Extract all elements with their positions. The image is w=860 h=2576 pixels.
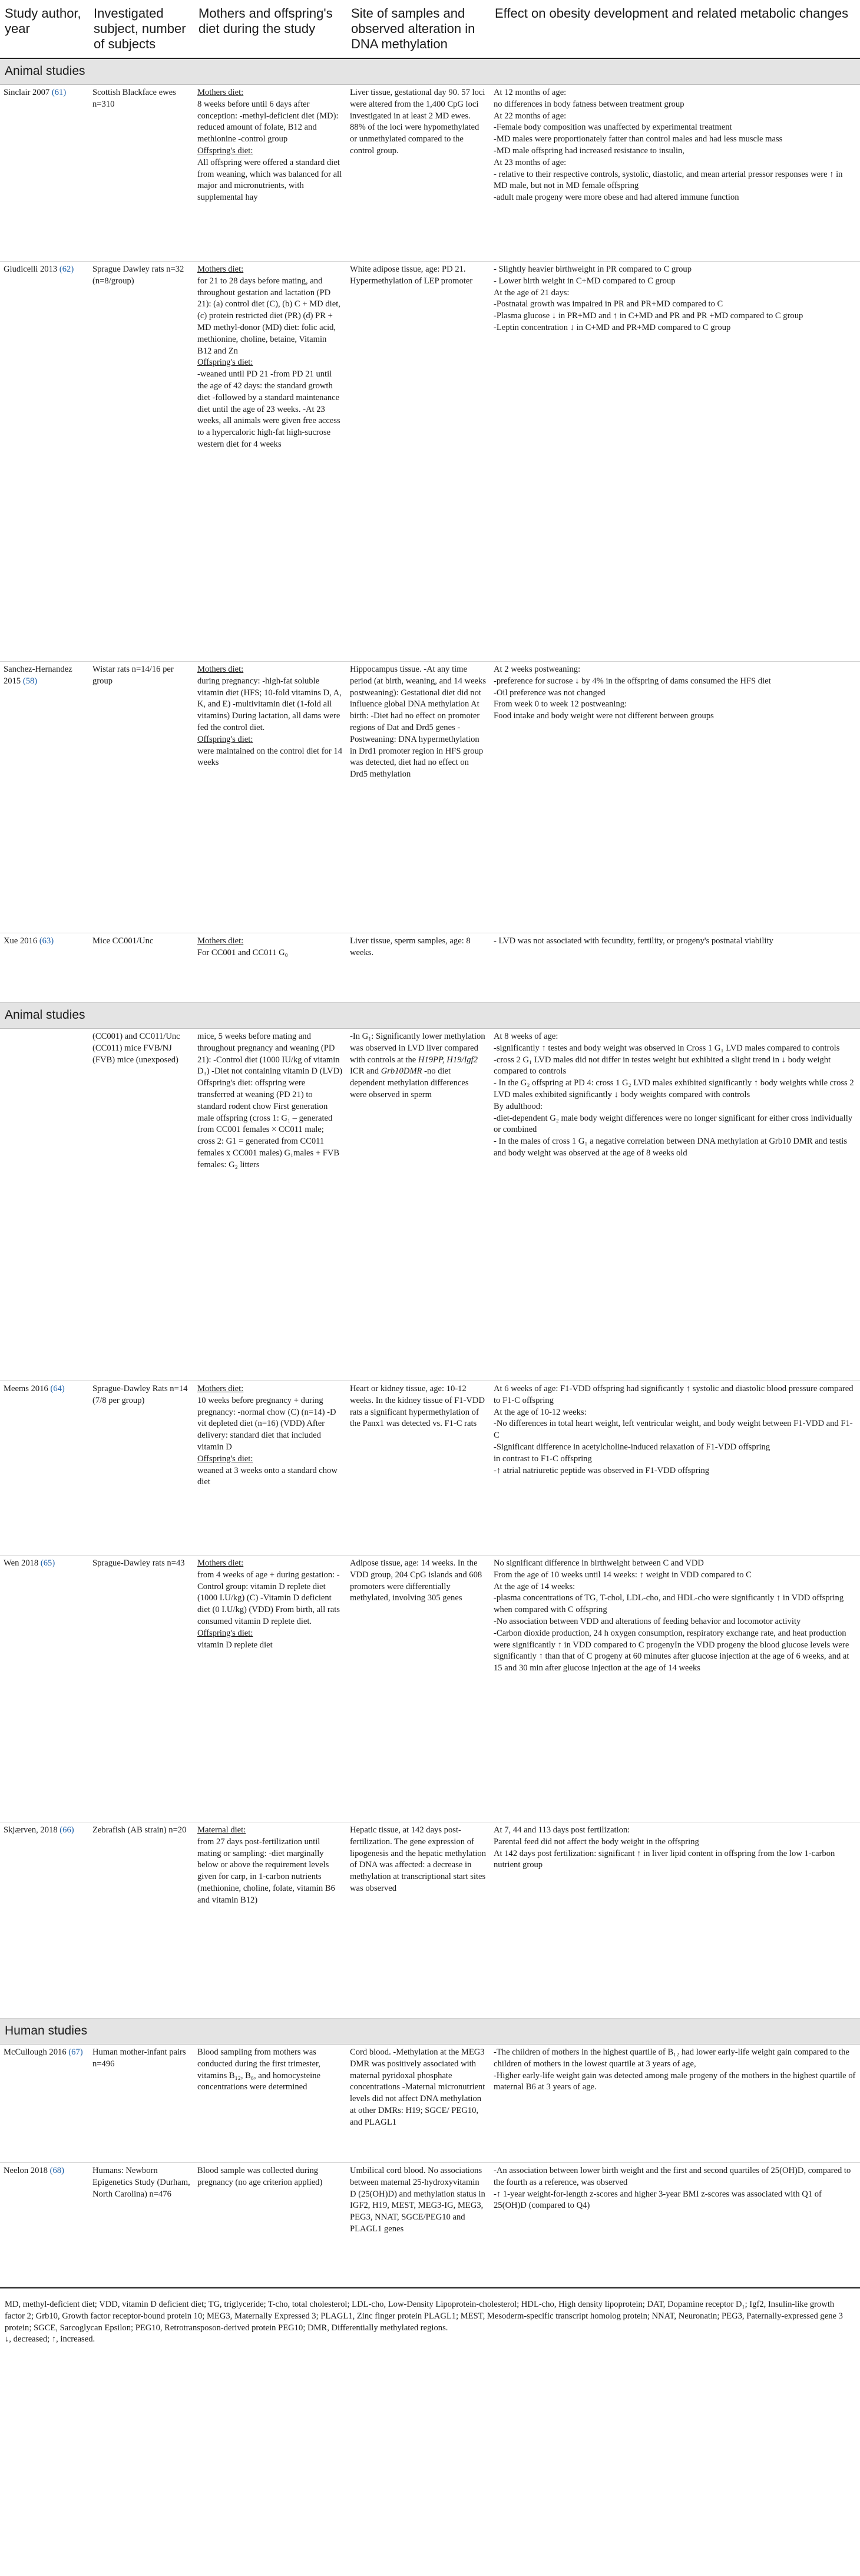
study-author: Giudicelli 2013 (62) [0, 262, 89, 662]
study-author: McCullough 2016 (67) [0, 2045, 89, 2163]
effect-cell: At 7, 44 and 113 days post fertilization: Parental feed did not affect the body weight in the offspring At 142 days post fertilization: significant ↑ in liver lipid content in offspring from the low 1-carbon nutrient group [490, 1822, 860, 2019]
site-cell: Liver tissue, gestational day 90. 57 loci were altered from the 1,400 CpG loci investigated in at least 2 MD ewes. 88% of the loci were hypomethylated or unmethylated compared to the control group. [346, 85, 490, 262]
diet-cell: Mothers diet: for 21 to 28 days before mating, and throughout gestation and lactation (PD 21): (a) control diet (C), (b) C + MD diet, (c) protein restricted diet (PR) (d) PR + MD methyl-donor (MD) diet: folic acid, methionine, choline, betaine, Vitamin B12 and Zn Offspring's diet: -weaned until PD 21 -from PD 21 until the age of 42 days: the standard growth diet -followed by a standard maintenance diet until the age of 23 weeks. -At 23 weeks, all animals were given free access to a hypercaloric high-fat high-sucrose western diet for 4 weeks [194, 262, 346, 662]
subject-cell: Human mother-infant pairs n=496 [89, 2045, 194, 2163]
subject-cell: Wistar rats n=14/16 per group [89, 662, 194, 933]
table-row [0, 1555, 860, 1822]
subject-cell: Humans: Newborn Epigenetics Study (Durham, North Carolina) n=476 [89, 2163, 194, 2287]
citation-link[interactable]: (61) [51, 88, 67, 97]
effect-cell: At 2 weeks postweaning: -preference for sucrose ↓ by 4% in the offspring of dams consumed the HFS diet -Oil preference was not changed From week 0 to week 12 postweaning: Food intake and body weight were not different between groups [490, 662, 860, 933]
site-cell: Heart or kidney tissue, age: 10-12 weeks. In the kidney tissue of F1-VDD rats a significant hypermethylation of the Panx1 was detected vs. F1-C rats [346, 1381, 490, 1555]
symbols-note: ↓, decreased; ↑, increased. [5, 2334, 95, 2344]
section-title: Animal studies [0, 58, 860, 85]
table-row [0, 262, 860, 662]
site-cell: Liver tissue, sperm samples, age: 8 weeks. [346, 933, 490, 1003]
header-diet: Mothers and offspring's diet during the study [194, 0, 346, 58]
table-row [0, 1029, 860, 1381]
citation-link[interactable]: (67) [68, 2047, 83, 2057]
diet-cell: Blood sampling from mothers was conducted during the first trimester, vitamins B₁₂, B₆, and homocysteine concentrations were determined [194, 2045, 346, 2163]
section-title: Human studies [0, 2019, 860, 2045]
header-effect: Effect on obesity development and related metabolic changes [490, 0, 860, 58]
table-row [0, 662, 860, 933]
header-subject: Investigated subject, number of subjects [89, 0, 194, 58]
effect-cell: At 12 months of age: no differences in body fatness between treatment group At 22 months of age: -Female body composition was unaffected by experimental treatment -MD males were proportionately fatter than control males and had less muscle mass -MD male offspring had increased resistance to insulin, At 23 months of age: - relative to their respective controls, systolic, diastolic, and mean arterial pressor responses were ↑ in MD male, but not in MD female offspring -adult male progeny were more obese and had altered immune function [490, 85, 860, 262]
site-cell: White adipose tissue, age: PD 21. Hypermethylation of LEP promoter [346, 262, 490, 662]
table-row [0, 1381, 860, 1555]
diet-cell: Maternal diet: from 27 days post-fertilization until mating or sampling: -diet marginally below or above the requirement levels given for carp, in 1-carbon nutrients (methionine, choline, folate, vitamin B6 and vitamin B12) [194, 1822, 346, 2019]
citation-link[interactable]: (65) [40, 1558, 55, 1568]
site-cell: Hippocampus tissue. -At any time period (at birth, weaning, and 14 weeks postweaning): Gestational diet did not influence global DNA methylation At birth: -Diet had no effect on promoter regions of Dat and Drd5 genes -Postweaning: DNA hypermethylation in Drd1 promoter region in HFS group was detected, diet had no effect on Drd5 methylation [346, 662, 490, 933]
effect-cell: -An association between lower birth weight and the first and second quartiles of 25(OH)D, compared to the fourth as a reference, was observed -↑ 1-year weight-for-length z-scores and higher 3-year BMI z-scores was associated with Q1 of 25(OH)D (compared to Q4) [490, 2163, 860, 2287]
table-row [0, 2163, 860, 2287]
citation-link[interactable]: (68) [49, 2166, 64, 2175]
study-author: Neelon 2018 (68) [0, 2163, 89, 2287]
study-author: Skjærven, 2018 (66) [0, 1822, 89, 2019]
subject-cell: Sprague-Dawley Rats n=14 (7/8 per group) [89, 1381, 194, 1555]
study-author: Wen 2018 (65) [0, 1555, 89, 1822]
study-author: Sinclair 2007 (61) [0, 85, 89, 262]
study-author: Xue 2016 (63) [0, 933, 89, 1003]
subject-cell: Sprague Dawley rats n=32 (n=8/group) [89, 262, 194, 662]
subject-cell: Zebrafish (AB strain) n=20 [89, 1822, 194, 2019]
table-row [0, 2045, 860, 2163]
site-cell: -In G₁: Significantly lower methylation was observed in LVD liver compared with controls at the H19PP, H19/Igf2 ICR and Grb10DMR -no diet dependent methylation differences were observed in sperm [346, 1029, 490, 1381]
section-row-animal-studies [0, 1003, 860, 1029]
subject-cell: (CC001) and CC011/Unc (CC011) mice FVB/NJ (FVB) mice (unexposed) [89, 1029, 194, 1381]
table-row [0, 1822, 860, 2019]
subject-cell: Sprague-Dawley rats n=43 [89, 1555, 194, 1822]
study-author: Meems 2016 (64) [0, 1381, 89, 1555]
header-author: Study author, year [0, 0, 89, 58]
diet-cell: Blood sample was collected during pregnancy (no age criterion applied) [194, 2163, 346, 2287]
site-cell: Hepatic tissue, at 142 days post-fertilization. The gene expression of lipogenesis and the hepatic methylation of DNA was affected: a decrease in methylation at transcriptional start sites was observed [346, 1822, 490, 2019]
subject-cell: Mice CC001/Unc [89, 933, 194, 1003]
effect-cell: No significant difference in birthweight between C and VDD From the age of 10 weeks until 14 weeks: ↑ weight in VDD compared to C At the age of 14 weeks: -plasma concentrations of TG, T-chol, LDL-cho, and HDL-cho were significantly ↑ in VDD offspring when compared with C offspring -No association between VDD and alterations of feeding behavior and locomotor activity -Carbon dioxide production, 24 h oxygen consumption, respiratory exchange rate, and heat production were significantly ↑ in VDD compared to C progenyIn the VDD progeny the blood glucose levels were significantly ↑ than that of C progeny at 60 minutes after glucose injection at the age of 6 weeks, and at 15 and 30 min after glucose injection at the age of 14 weeks [490, 1555, 860, 1822]
effect-cell: -The children of mothers in the highest quartile of B₁₂ had lower early-life weight gain compared to the children of mothers in the lowest quartile at 3 years of age, -Higher early-life weight gain was detected among male progeny of the mothers in the highest quartile of maternal B6 at 3 years of age. [490, 2045, 860, 2163]
subject-cell: Scottish Blackface ewes n=310 [89, 85, 194, 262]
site-cell: Adipose tissue, age: 14 weeks. In the VDD group, 204 CpG islands and 608 promoters were differentially methylated, involving 305 genes [346, 1555, 490, 1822]
study-author [0, 1029, 89, 1381]
effect-cell: At 8 weeks of age: -significantly ↑ testes and body weight was observed in Cross 1 G₁ LVD males compared to controls -cross 2 G₁ LVD males did not differ in testes weight but exhibited a slight trend in ↓ body weight compared to controls - In the G₂ offspring at PD 4: cross 1 G₂ LVD males exhibited significantly ↑ body weights while cross 2 LVD males exhibited significantly ↓ body weights compared with controls By adulthood: -diet-dependent G₂ male body weight differences were no longer significant for either cross individually or combined - In the males of cross 1 G₁ a negative correlation between DNA methylation at Grb10 DMR and testis and body weight was observed at the age of 8 weeks old [490, 1029, 860, 1381]
table-row [0, 85, 860, 262]
diet-cell: mice, 5 weeks before mating and throughout pregnancy and weaning (PD 21): -Control diet (1000 IU/kg of vitamin D₃) -Diet not containing vitamin D (LVD) Offspring's diet: offspring were transferred at weaning (PD 21) to standard rodent chow First generation male offspring (cross 1: G₁ – generated from CC001 females × CC011 male; cross 2: G1 = generated from CC011 females x CC001 males) G₁males + FVB females: G₂ litters [194, 1029, 346, 1381]
header-row [0, 0, 860, 58]
citation-link[interactable]: (63) [39, 936, 54, 946]
study-author: Sanchez-Hernandez 2015 (58) [0, 662, 89, 933]
citation-link[interactable]: (64) [50, 1384, 65, 1393]
site-cell: Cord blood. -Methylation at the MEG3 DMR was positively associated with maternal pyridoxal phosphate concentrations -Maternal micronutrient levels did not affect DNA methylation at other DMRs: H19; SGCE/ PEG10, and PLAGL1 [346, 2045, 490, 2163]
effect-cell: - LVD was not associated with fecundity, fertility, or progeny's postnatal viability [490, 933, 860, 1003]
effect-cell: At 6 weeks of age: F1-VDD offspring had significantly ↑ systolic and diastolic blood pressure compared to F1-C offspring At the age of 10-12 weeks: -No differences in total heart weight, left ventricular weight, and body weight between F1-VDD and F1-C -Significant difference in acetylcholine-induced relaxation of F1-VDD offspring in contrast to F1-C offspring -↑ atrial natriuretic peptide was observed in F1-VDD offspring [490, 1381, 860, 1555]
diet-cell: Mothers diet: 8 weeks before until 6 days after conception: -methyl-deficient diet (MD): reduced amount of folate, B12 and methionine -control group Offspring's diet: All offspring were offered a standard diet from weaning, which was balanced for all major and micronutrients, with supplemental hay [194, 85, 346, 262]
header-site: Site of samples and observed alteration in DNA methylation [346, 0, 490, 58]
section-title: Animal studies [0, 1003, 860, 1029]
site-cell: Umbilical cord blood. No associations between maternal 25-hydroxyvitamin D (25(OH)D) and methylation status in IGF2, H19, MEST, MEG3-IG, MEG3, PEG3, NNAT, SGCE/PEG10 and PLAGL1 genes [346, 2163, 490, 2287]
abbreviations-note: MD, methyl-deficient diet; VDD, vitamin D deficient diet; TG, triglyceride; T-cho, total cholesterol; LDL-cho, Low-Density Lipoprotein-cholesterol; HDL-cho, High density lipoprotein; DAT, Dopamine receptor D₁; Igf2, Insulin-like growth factor 2; Grb10, Growth factor receptor-bound protein 10; MEG3, Maternally Expressed 3; PLAGL1, Zinc finger protein PLAGL1; MEST, Mesoderm-specific transcript homolog protein; NNAT, Neuronatin; PEG3, Paternally-expressed gene 3 protein; SGCE, Sarcoglycan Epsilon; PEG10, Retrotransposon-derived protein PEG10; DMR, Differentially methylated regions. [5, 2300, 843, 2333]
citation-link[interactable]: (66) [59, 1825, 74, 1835]
section-row-human-studies [0, 2019, 860, 2045]
diet-cell: Mothers diet: during pregnancy: -high-fat soluble vitamin diet (HFS; 10-fold vitamins D, A, K, and E) -multivitamin diet (1-fold all vitamins) During lactation, all dams were fed the control diet. Offspring's diet: were maintained on the control diet for 14 weeks [194, 662, 346, 933]
table-row [0, 933, 860, 1003]
table-footnote [0, 2287, 860, 2346]
section-row-animal-studies [0, 58, 860, 85]
effect-cell: - Slightly heavier birthweight in PR compared to C group - Lower birth weight in C+MD compared to C group At the age of 21 days: -Postnatal growth was impaired in PR and PR+MD compared to C -Plasma glucose ↓ in PR+MD and ↑ in C+MD and PR and PR +MD compared to C group -Leptin concentration ↓ in C+MD and PR+MD compared to C group [490, 262, 860, 662]
diet-cell: Mothers diet: from 4 weeks of age + during gestation: -Control group: vitamin D replete diet (1000 I.U/kg) (C) -Vitamin D deficient diet (0 I.U/kg) (VDD) From birth, all rats consumed vitamin D replete diet. Offspring's diet: vitamin D replete diet [194, 1555, 346, 1822]
citation-link[interactable]: (62) [59, 265, 74, 274]
diet-cell: Mothers diet: For CC001 and CC011 G₀ [194, 933, 346, 1003]
citation-link[interactable]: (58) [22, 676, 38, 686]
diet-cell: Mothers diet: 10 weeks before pregnancy + during pregnancy: -normal chow (C) (n=14) -D vit depleted diet (n=16) (VDD) After delivery: standard diet that included vitamin D Offspring's diet: weaned at 3 weeks onto a standard chow diet [194, 1381, 346, 1555]
